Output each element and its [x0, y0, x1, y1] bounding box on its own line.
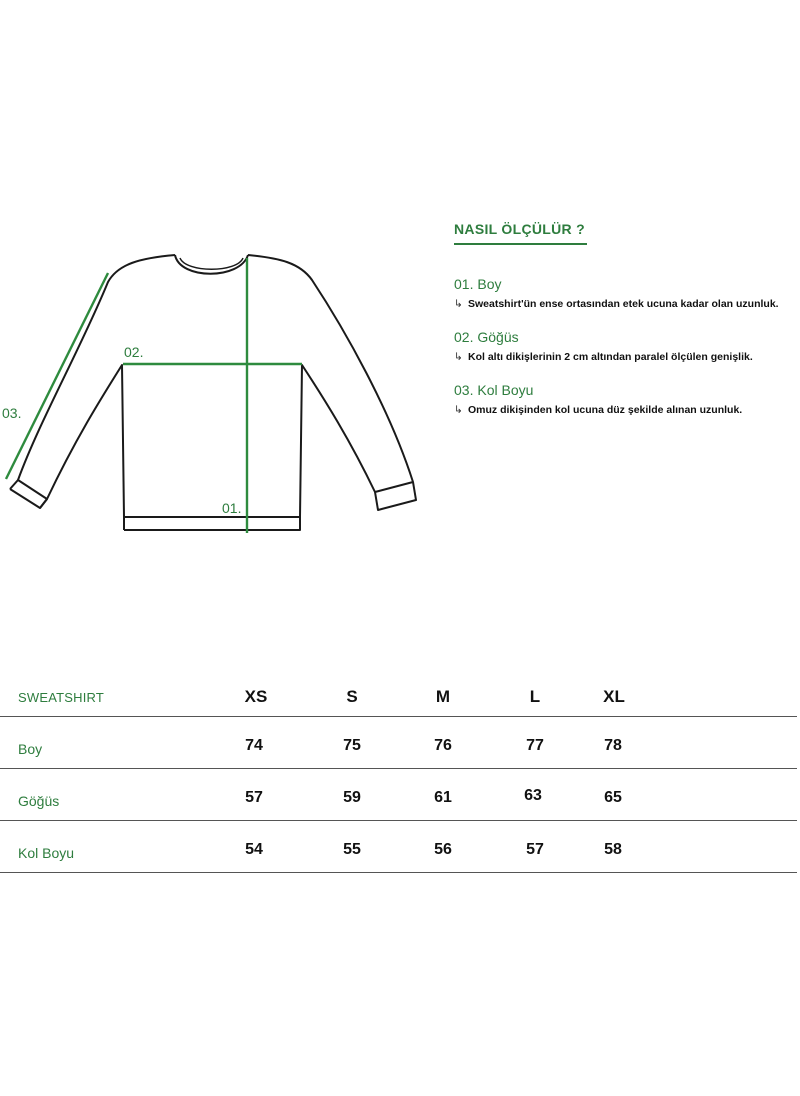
table-cell: 76	[434, 737, 452, 754]
table-row	[0, 769, 797, 821]
table-cell: 59	[343, 789, 361, 806]
guide-heading: 03. Kol Boyu	[454, 382, 534, 398]
guide-title: NASIL ÖLÇÜLÜR ?	[454, 221, 586, 237]
guide-item-gogus	[454, 328, 794, 381]
table-cell: 56	[434, 841, 452, 858]
table-cell: 74	[245, 737, 263, 754]
table-cell: 58	[604, 841, 622, 858]
table-cell: 65	[604, 789, 622, 806]
guide-heading: 01. Boy	[454, 276, 502, 292]
size-header: L	[529, 687, 541, 706]
return-arrow-icon: ↳	[454, 351, 463, 363]
guide-desc: ↳ Kol altı dikişlerinin 2 cm altından paralel ölçülen genişlik.	[454, 351, 753, 363]
table-cell: 63	[524, 787, 542, 804]
guide-item-kol-boyu	[454, 381, 794, 434]
row-label: Kol Boyu	[18, 845, 75, 861]
table-cell: 55	[343, 841, 361, 858]
return-arrow-icon: ↳	[454, 298, 463, 310]
table-title: SWEATSHIRT	[18, 690, 105, 705]
size-table	[0, 668, 797, 873]
table-cell: 57	[245, 789, 263, 806]
table-row	[0, 821, 797, 873]
table-cell: 77	[526, 737, 544, 754]
row-label: Boy	[18, 741, 43, 757]
table-cell: 54	[245, 841, 263, 858]
table-cell: 75	[343, 737, 361, 754]
table-cell: 61	[434, 789, 452, 806]
measure-line-kol-boyu	[6, 273, 108, 479]
guide-list	[454, 275, 794, 434]
row-label: Göğüs	[18, 793, 60, 809]
label-boy: 01.	[222, 500, 242, 516]
guide-desc: ↳ Sweatshirt'ün ense ortasından etek ucuna kadar olan uzunluk.	[454, 298, 779, 310]
guide-title-underline	[454, 243, 587, 245]
return-arrow-icon: ↳	[454, 404, 463, 416]
size-header: XS	[244, 687, 268, 706]
label-kol-boyu: 03.	[2, 405, 22, 421]
table-row	[0, 717, 797, 769]
table-header-row	[0, 668, 797, 717]
size-header: XL	[603, 687, 625, 706]
table-cell: 78	[604, 737, 622, 754]
guide-heading: 02. Göğüs	[454, 329, 519, 345]
sweatshirt-diagram	[0, 0, 440, 560]
size-header: S	[346, 687, 358, 706]
guide-item-boy	[454, 275, 794, 328]
guide-desc: ↳ Omuz dikişinden kol ucuna düz şekilde alınan uzunluk.	[454, 404, 743, 416]
sweatshirt-outline	[10, 255, 416, 530]
size-header: M	[435, 687, 451, 706]
label-gogus: 02.	[124, 344, 144, 360]
table-cell: 57	[526, 841, 544, 858]
